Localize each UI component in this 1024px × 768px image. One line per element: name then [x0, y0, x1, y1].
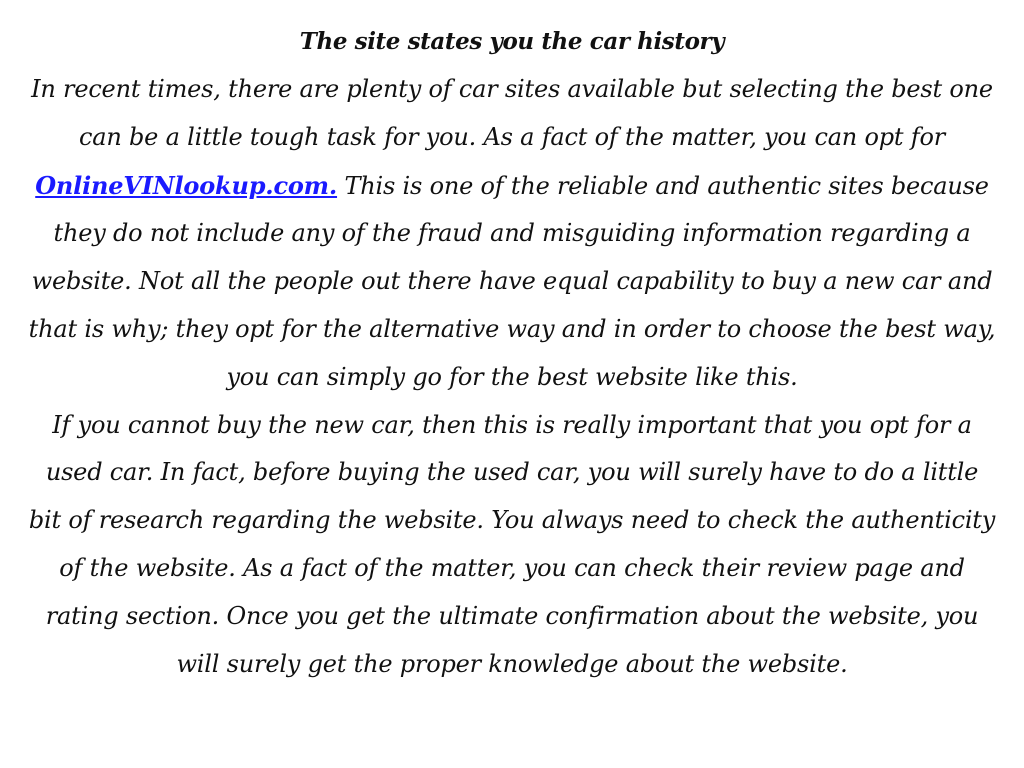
page-title: The site states you the car history — [299, 28, 725, 55]
onlinevinlookup-link[interactable]: OnlineVINlookup.com. — [35, 170, 338, 200]
paragraph-intro — [28, 66, 996, 402]
slide-content — [28, 18, 996, 688]
paragraph-intro-text-before-link: In recent times, there are plenty of car sites available but selecting the best one can be a little tough task for you. As a fact of the matter, you can opt for — [31, 75, 993, 151]
paragraph-intro-text-after-link: This is one of the reliable and authentic sites because they do not include any of the fraud and misguiding information regarding a website. Not all the people out there have equal capability to buy a new car and that is why; they opt for the alternative way and in order to choose the best way, you can simply go for the best website like this. — [28, 171, 996, 391]
paragraph-used-car: If you cannot buy the new car, then this is really important that you opt for a used car. In fact, before buying the used car, you will surely have to do a little bit of research regarding the website. You always need to check the authenticity of the website. As a fact of the matter, you can check their review page and rating section. Once you get the ultimate confirmation about the website, you will surely get the proper knowledge about the website. — [28, 410, 996, 678]
